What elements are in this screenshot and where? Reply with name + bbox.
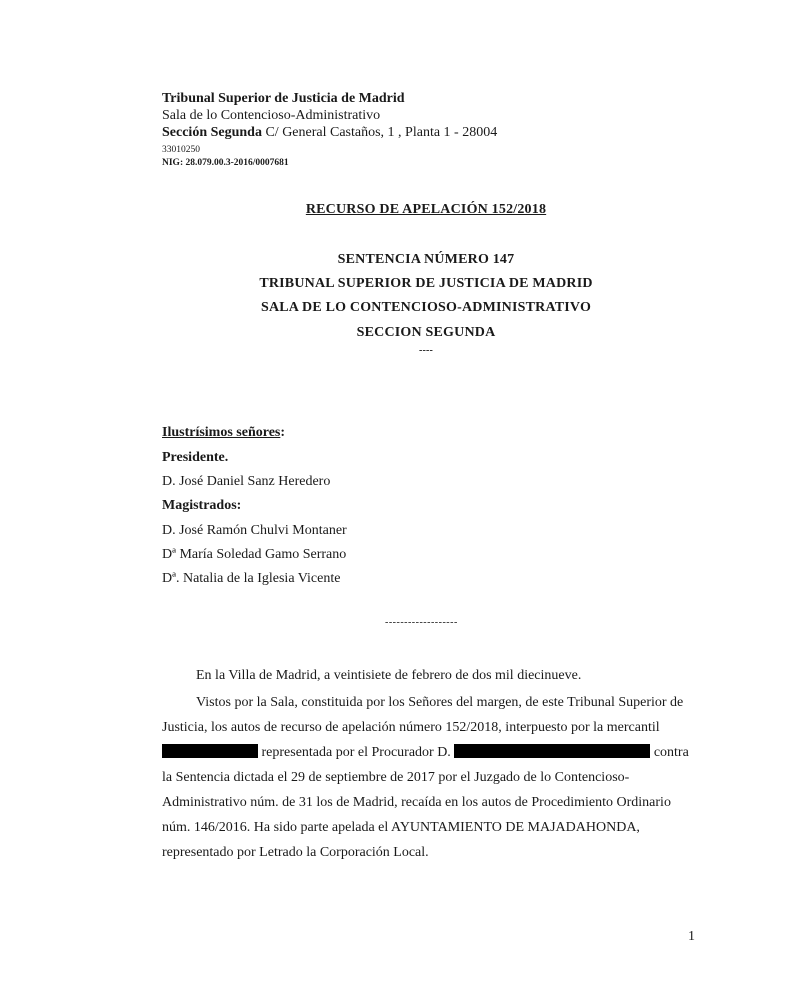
magistrate-name: D. José Ramón Chulvi Montaner (162, 523, 347, 538)
sentencia-number: SENTENCIA NÚMERO 147 (337, 252, 515, 267)
magistrate-name: Dª María Soledad Gamo Serrano (162, 547, 347, 562)
section-separator: ------------------- (385, 617, 458, 628)
sala-name: Sala de lo Contencioso-Administrativo (162, 108, 381, 123)
para-line: Administrativo núm. de 31 los de Madrid, recaída en los autos de Procedimiento Ordinario (162, 795, 671, 810)
sala-title: SALA DE LO CONTENCIOSO-ADMINISTRATIVO (260, 300, 592, 315)
magistrate-name: Dª. Natalia de la Iglesia Vicente (162, 571, 341, 586)
opening-paragraph: En la Villa de Madrid, a veintisiete de febrero de dos mil diecinueve. (196, 668, 582, 683)
vistos-paragraph (162, 690, 694, 865)
para-line: la Sentencia dictada el 29 de septiembre de 2017 por el Juzgado de lo Contencioso- (162, 770, 630, 785)
magistrados-label: Magistrados: (162, 498, 242, 513)
para-line: Justicia, los autos de recurso de apelación número 152/2018, interpuesto por la mercantil (162, 720, 660, 735)
nig-number: NIG: 28.079.00.3-2016/0007681 (162, 158, 289, 168)
presidente-label: Presidente. (162, 450, 229, 465)
redacted-procurador (454, 744, 650, 758)
heading-colon: : (280, 425, 286, 440)
para-text: contra (650, 745, 689, 760)
recurso-title: RECURSO DE APELACIÓN 152/2018 (305, 202, 547, 217)
court-name: Tribunal Superior de Justicia de Madrid (162, 91, 405, 106)
tribunal-title: TRIBUNAL SUPERIOR DE JUSTICIA DE MADRID (259, 276, 593, 291)
redacted-company (162, 744, 258, 758)
para-line-redacted (162, 740, 694, 765)
seccion-address (162, 124, 497, 141)
para-line: Vistos por la Sala, constituida por los Señores del margen, de este Tribunal Superior de (196, 695, 684, 710)
seccion-label: Sección Segunda (162, 125, 262, 140)
magistrates-heading (162, 425, 285, 441)
presidente-name: D. José Daniel Sanz Heredero (162, 474, 331, 489)
para-line: representado por Letrado la Corporación Local. (162, 845, 429, 860)
page-number: 1 (688, 929, 695, 944)
para-line: núm. 146/2016. Ha sido parte apelada el AYUNTAMIENTO DE MAJADAHONDA, (162, 820, 640, 835)
office-code: 33010250 (162, 145, 200, 155)
title-divider: ---- (418, 345, 434, 356)
address-text: C/ General Castaños, 1 , Planta 1 - 28004 (261, 125, 498, 140)
seccion-title: SECCION SEGUNDA (356, 325, 496, 340)
para-text: representada por el Procurador D. (258, 745, 455, 760)
magistrates-heading-text: Ilustrísimos señores (162, 425, 281, 440)
